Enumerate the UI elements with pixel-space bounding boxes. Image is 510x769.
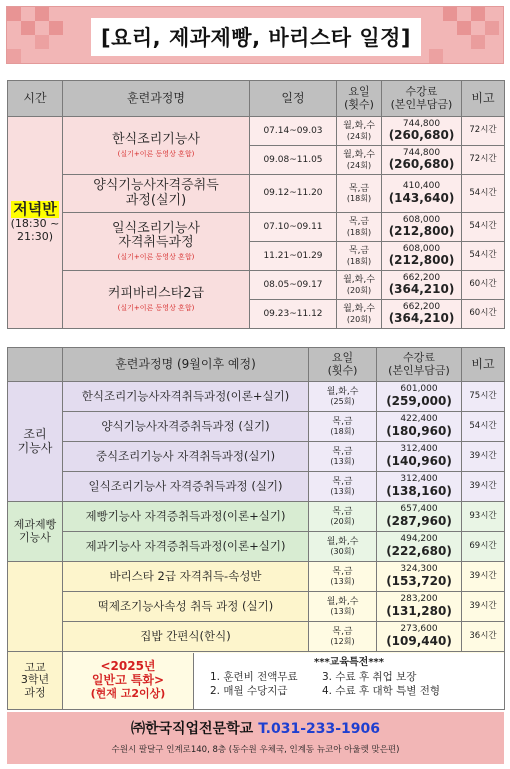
days-cell: 월,화,수 (13회) — [309, 592, 377, 622]
days-cell: 목,금 (18회) — [337, 175, 382, 213]
upcoming-courses-table — [7, 347, 505, 710]
table-header-row — [8, 348, 505, 382]
header-course: 훈련과정명 (9월이후 예정) — [63, 348, 309, 382]
hours-cell: 39시간 — [462, 592, 505, 622]
course-name-cell — [63, 271, 250, 329]
header-fee: 수강료 (본인부담금) — [377, 348, 462, 382]
hours-cell: 60시간 — [462, 300, 505, 329]
header-days: 요일 (횟수) — [337, 81, 382, 117]
time-cell — [8, 117, 63, 329]
days-cell: 목,금 (18회) — [309, 412, 377, 442]
date-range: 07.10~09.11 — [250, 213, 337, 242]
date-range: 11.21~01.29 — [250, 242, 337, 271]
table-row — [8, 622, 505, 652]
date-range: 07.14~09.03 — [250, 117, 337, 146]
fee-cell: 312,400 (140,960) — [377, 442, 462, 472]
header-schedule: 일정 — [250, 81, 337, 117]
address: 수원시 팔달구 인계로140, 8층 (동수원 우체국, 인계동 뉴코아 아울렛 맞은편) — [111, 745, 400, 755]
fee-cell: 324,300 (153,720) — [377, 562, 462, 592]
category-bakery: 제과제빵 기능사 — [8, 502, 63, 562]
days-cell: 목,금 (13회) — [309, 562, 377, 592]
fee-cell: 662,200 (364,210) — [382, 300, 462, 329]
days-cell: 월,화,수 (25회) — [309, 382, 377, 412]
header-fee: 수강료 (본인부담금) — [382, 81, 462, 117]
fee-cell: 608,000 (212,800) — [382, 242, 462, 271]
category-cooking: 조리 기능사 — [8, 382, 63, 502]
title-box — [91, 18, 421, 56]
footer — [7, 712, 504, 764]
page-title: [요리, 제과제빵, 바리스타 일정] — [100, 26, 411, 50]
fee-cell: 662,200 (364,210) — [382, 271, 462, 300]
hours-cell: 69시간 — [462, 532, 505, 562]
days-cell: 목,금 (12회) — [309, 622, 377, 652]
days-cell: 목,금 (18회) — [337, 242, 382, 271]
hours-cell: 54시간 — [462, 175, 505, 213]
header-time: 시간 — [8, 81, 63, 117]
table-row — [8, 213, 505, 242]
hours-cell: 39시간 — [462, 442, 505, 472]
fee-cell: 273,600 (109,440) — [377, 622, 462, 652]
school-name: ㈜한국직업전문학교 — [130, 721, 254, 737]
fee-cell: 744,800 (260,680) — [382, 146, 462, 175]
header-note: 비고 — [462, 348, 505, 382]
course-name: 일식조리기능사 자격증취득과정 (실기) — [63, 472, 309, 502]
header-days: 요일 (횟수) — [309, 348, 377, 382]
course-name: 커피바리스타2급 — [107, 286, 205, 301]
course-name: 제과기능사 자격증취득과정(이론+실기) — [63, 532, 309, 562]
table-row — [8, 562, 505, 592]
course-name: 한식조리기능사 — [112, 132, 200, 147]
table-row — [8, 117, 505, 146]
fee-cell: 410,400 (143,640) — [382, 175, 462, 213]
header-note: 비고 — [462, 81, 505, 117]
table-row — [8, 382, 505, 412]
benefits-title: ***교육특전*** — [313, 656, 385, 668]
hours-cell: 72시간 — [462, 117, 505, 146]
fee-cell: 601,000 (259,000) — [377, 382, 462, 412]
hours-cell: 60시간 — [462, 271, 505, 300]
hours-cell: 54시간 — [462, 242, 505, 271]
course-subtitle: (실기+이론 동영상 혼합) — [117, 149, 195, 158]
course-name-cell — [63, 175, 250, 213]
date-range: 09.08~11.05 — [250, 146, 337, 175]
course-name-cell — [63, 213, 250, 271]
benefit-row: 2. 매월 수당지급 4. 수료 후 대학 특별 전형 — [210, 685, 440, 698]
hours-cell: 54시간 — [462, 213, 505, 242]
days-cell: 월,화,수 (20회) — [337, 271, 382, 300]
hours-cell: 75시간 — [462, 382, 505, 412]
table-row — [8, 592, 505, 622]
days-cell: 월,화,수 (24회) — [337, 117, 382, 146]
days-cell: 월,화,수 (20회) — [337, 300, 382, 329]
days-cell: 월,화,수 (30회) — [309, 532, 377, 562]
evening-class-label: 저녁반 — [13, 200, 57, 219]
highschool-info — [63, 652, 505, 710]
header-blank — [8, 348, 63, 382]
course-name: 바리스타 2급 자격취득-속성반 — [63, 562, 309, 592]
date-range: 09.12~11.20 — [250, 175, 337, 213]
benefits-box — [193, 653, 504, 709]
table-row — [8, 271, 505, 300]
course-name: 양식기능사자격증취득 과정(실기) — [93, 177, 219, 208]
days-cell: 목,금 (13회) — [309, 472, 377, 502]
evening-time-range: (18:30 ~ 21:30) — [10, 217, 60, 244]
days-cell: 월,화,수 (24회) — [337, 146, 382, 175]
hours-cell: 54시간 — [462, 412, 505, 442]
title-banner — [6, 6, 504, 64]
highschool-label: 고교 3학년 과정 — [8, 652, 63, 710]
hours-cell: 36시간 — [462, 622, 505, 652]
hours-cell: 93시간 — [462, 502, 505, 532]
days-cell: 목,금 (18회) — [337, 213, 382, 242]
course-name: 제빵기능사 자격증취득과정(이론+실기) — [63, 502, 309, 532]
course-name: 양식기능사자격증취득과정 (실기) — [63, 412, 309, 442]
table-row — [8, 175, 505, 213]
days-cell: 목,금 (20회) — [309, 502, 377, 532]
highschool-promo: <2025년 일반고 특화> (현재 고2이상) — [90, 659, 166, 700]
phone-number[interactable]: T.031-233-1906 — [258, 721, 381, 737]
course-name: 한식조리기능사자격취득과정(이론+실기) — [63, 382, 309, 412]
date-range: 08.05~09.17 — [250, 271, 337, 300]
course-name: 집밥 간편식(한식) — [63, 622, 309, 652]
fee-cell: 608,000 (212,800) — [382, 213, 462, 242]
table-header-row — [8, 81, 505, 117]
table-row — [8, 472, 505, 502]
benefit-row: 1. 훈련비 전액무료 3. 수료 후 취업 보장 — [210, 671, 417, 683]
days-cell: 목,금 (13회) — [309, 442, 377, 472]
table-row — [8, 502, 505, 532]
fee-cell: 744,800 (260,680) — [382, 117, 462, 146]
course-name: 일식조리기능사 자격취득과정 — [112, 220, 200, 251]
course-name: 떡제조기능사속성 취득 과정 (실기) — [63, 592, 309, 622]
fee-cell: 283,200 (131,280) — [377, 592, 462, 622]
evening-schedule-table — [7, 80, 505, 329]
course-name: 중식조리기능사 자격취득과정(실기) — [63, 442, 309, 472]
category-other — [8, 562, 63, 652]
fee-cell: 657,400 (287,960) — [377, 502, 462, 532]
table-row — [8, 532, 505, 562]
highschool-row — [8, 652, 505, 710]
table-row — [8, 442, 505, 472]
fee-cell: 422,400 (180,960) — [377, 412, 462, 442]
hours-cell: 72시간 — [462, 146, 505, 175]
table-row — [8, 412, 505, 442]
fee-cell: 494,200 (222,680) — [377, 532, 462, 562]
hours-cell: 39시간 — [462, 562, 505, 592]
fee-cell: 312,400 (138,160) — [377, 472, 462, 502]
date-range: 09.23~11.12 — [250, 300, 337, 329]
course-name-cell — [63, 117, 250, 175]
header-course: 훈련과정명 — [63, 81, 250, 117]
hours-cell: 39시간 — [462, 472, 505, 502]
course-subtitle: (실기+이론 동영상 혼합) — [117, 303, 195, 312]
course-subtitle: (실기+이론 동영상 혼합) — [117, 253, 195, 262]
